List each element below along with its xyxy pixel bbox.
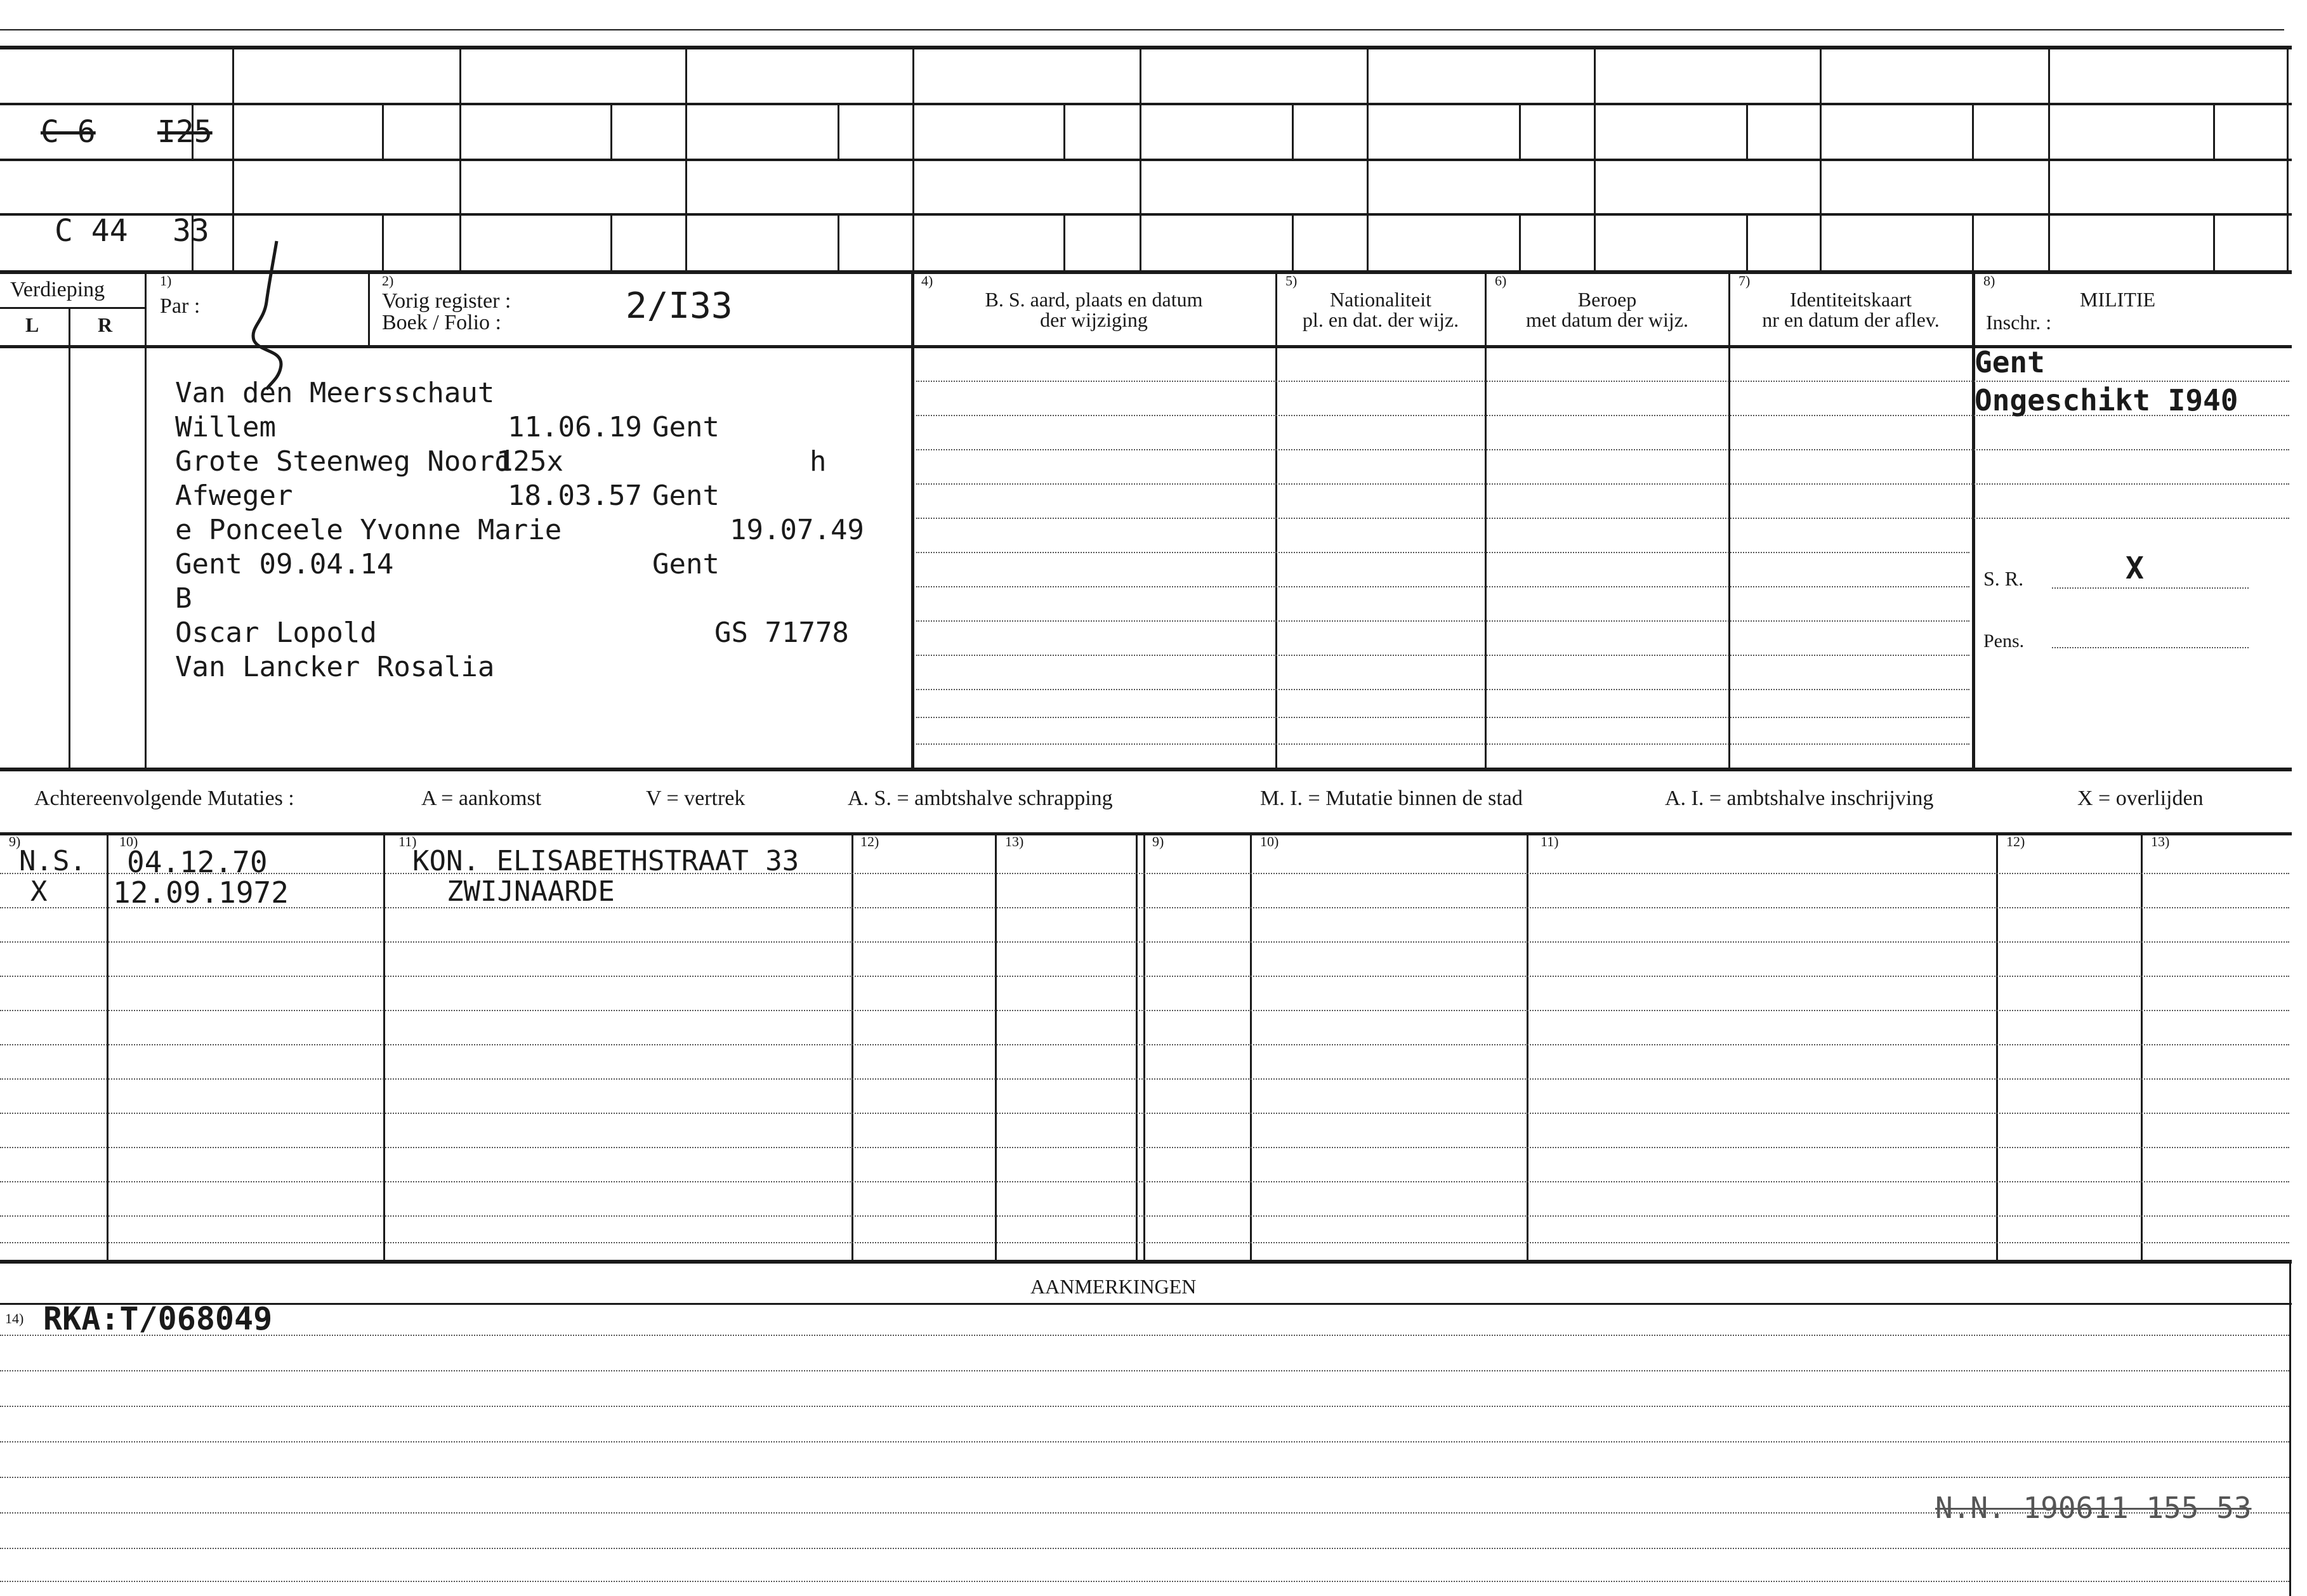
mutations-top-rule <box>0 832 2292 835</box>
birth-place: Gent <box>652 411 720 443</box>
first-name: Willem <box>175 411 276 443</box>
mutations-divider <box>107 832 108 1260</box>
legend-title: Achtereenvolgende Mutaties : <box>34 787 294 810</box>
entry-line <box>916 552 1969 553</box>
entry-line <box>916 689 1969 690</box>
grid-divider <box>459 46 461 270</box>
remarks-line <box>0 1581 2289 1582</box>
house-number: 125x <box>496 445 563 478</box>
mutation-row-line <box>0 873 2289 874</box>
mut-col-number: 12) <box>860 834 879 849</box>
mutation-address: KON. ELISABETHSTRAAT 33 <box>412 845 799 877</box>
entry-line <box>916 518 2289 519</box>
remarks-line <box>0 1441 2289 1442</box>
mutation-row-line <box>0 1010 2289 1011</box>
col5-header <box>1278 289 1483 330</box>
col5-number: 5) <box>1285 273 1298 289</box>
col4-header <box>914 289 1274 330</box>
person-divider <box>145 345 147 768</box>
entry-line <box>916 743 1969 745</box>
entry-line <box>916 483 2289 485</box>
card-right-edge <box>2289 1260 2291 1596</box>
grid-subdivider <box>610 103 612 159</box>
mut-col-number: 11) <box>1541 834 1559 849</box>
vorig-register-label: Vorig register : <box>382 289 511 313</box>
header-divider <box>911 270 914 768</box>
mutation-row-line <box>0 941 2289 943</box>
mutation-code: X <box>30 875 48 908</box>
mutation-date: 04.12.70 <box>127 845 268 879</box>
grid-subdivider <box>1972 103 1974 159</box>
pens-label: Pens. <box>1983 631 2025 651</box>
col4-number: 4) <box>921 273 933 289</box>
legend-overlijden: X = overlijden <box>2077 787 2204 810</box>
nationality-code: B <box>175 582 192 615</box>
grid-subdivider <box>1972 213 1974 270</box>
section-number: 33 <box>173 213 209 249</box>
mutation-row-line <box>0 1181 2289 1182</box>
entry-line <box>916 586 1969 587</box>
entry-line <box>916 381 2289 382</box>
col7-header-line2: nr en datum der aflev. <box>1762 308 1940 331</box>
mutations-divider <box>383 832 385 1260</box>
father-name: Oscar Lopold <box>175 617 377 649</box>
vorig-register-value: 2/I33 <box>626 285 733 327</box>
header-rule <box>0 345 2292 348</box>
mother-name: Van Lancker Rosalia <box>175 651 495 683</box>
mut-col-number: 10) <box>119 834 138 849</box>
sr-label: S. R. <box>1983 567 2024 590</box>
remarks-line <box>0 1370 2289 1371</box>
entry-line <box>916 717 1969 718</box>
remarks-number: 14) <box>5 1311 24 1326</box>
grid-subdivider <box>1746 103 1748 159</box>
mutations-divider <box>1527 832 1528 1260</box>
mutation-row-line <box>0 1078 2289 1080</box>
grid-subdivider <box>382 103 384 159</box>
mut-col-number: 10) <box>1260 834 1279 849</box>
gs-number: GS 71778 <box>714 617 849 649</box>
remarks-line <box>0 1335 2289 1336</box>
mut-col-number: 11) <box>398 834 417 849</box>
mut-col-number: 9) <box>1152 834 1164 849</box>
card-top-edge <box>0 29 2284 30</box>
mutations-bottom-rule <box>0 1260 2292 1264</box>
grid-rule <box>0 213 2292 216</box>
header-divider <box>368 270 370 345</box>
occupation-place: Gent <box>652 480 720 512</box>
col4-header-line2: der wijziging <box>1040 308 1148 331</box>
grid-subdivider <box>382 213 384 270</box>
grid-rule <box>0 103 2292 105</box>
grid-subdivider <box>1519 103 1521 159</box>
header-divider <box>145 270 147 345</box>
grid-subdivider <box>2213 213 2215 270</box>
old-section-code: C 6 <box>41 114 96 150</box>
grid-subdivider <box>610 213 612 270</box>
vorig-number: 2) <box>382 273 394 289</box>
legend-ambtshalve-inschrijving: A. I. = ambtshalve inschrijving <box>1665 787 1934 810</box>
mutation-address: ZWIJNAARDE <box>447 875 615 908</box>
mutation-row-line <box>0 1113 2289 1114</box>
legend-aankomst: A = aankomst <box>421 787 542 810</box>
grid-divider <box>232 46 234 270</box>
remarks-value: RKA:T/068049 <box>43 1300 273 1337</box>
grid-divider <box>1140 46 1141 270</box>
col6-header <box>1487 289 1727 330</box>
grid-rule <box>0 270 2292 274</box>
mutations-divider <box>1996 832 1998 1260</box>
grid-rule <box>0 159 2292 161</box>
occupation: Afweger <box>175 480 293 512</box>
col5-header-line2: pl. en dat. der wijz. <box>1302 308 1459 331</box>
top-rule <box>0 46 2292 49</box>
col6-header-line1: Beroep <box>1577 288 1637 311</box>
mut-col-number: 9) <box>9 834 21 849</box>
grid-subdivider <box>838 213 839 270</box>
grid-subdivider <box>1063 213 1065 270</box>
mutations-divider <box>2141 832 2143 1260</box>
occupation-date: 18.03.57 <box>508 480 642 512</box>
militie-status: Ongeschikt I940 <box>1975 383 2238 417</box>
grid-subdivider <box>838 103 839 159</box>
militie-inschr-label: Inschr. : <box>1986 311 2052 334</box>
legend-ambtshalve-schrapping: A. S. = ambtshalve schrapping <box>848 787 1113 810</box>
mut-col-number: 13) <box>2151 834 2170 849</box>
col7-number: 7) <box>1738 273 1751 289</box>
grid-divider <box>1820 46 1822 270</box>
section-code: C 44 <box>55 213 128 249</box>
grid-subdivider <box>2213 103 2215 159</box>
mutation-row-line <box>0 976 2289 977</box>
col7-header-line1: Identiteitskaart <box>1790 288 1912 311</box>
verdieping-divider <box>69 307 70 768</box>
sr-value: X <box>2126 551 2144 586</box>
verdieping-label: Verdieping <box>10 278 105 301</box>
mutation-row-line <box>0 907 2289 908</box>
grid-divider <box>1594 46 1596 270</box>
verdieping-rule <box>0 307 145 309</box>
mutations-divider <box>995 832 997 1260</box>
remarks-title: AANMERKINGEN <box>1030 1275 1197 1298</box>
col8-number: 8) <box>1983 273 1995 289</box>
person-block-bottom-rule <box>0 768 2292 771</box>
grid-divider <box>1367 46 1369 270</box>
grid-divider <box>2287 46 2289 270</box>
col4-header-line1: B. S. aard, plaats en datum <box>985 288 1203 311</box>
birth-date: 11.06.19 <box>508 411 642 443</box>
grid-subdivider <box>1519 213 1521 270</box>
grid-divider <box>912 46 914 270</box>
legend-mutatie-binnen-stad: M. I. = Mutatie binnen de stad <box>1260 787 1523 810</box>
entry-line <box>916 655 1969 656</box>
mutations-divider <box>1143 832 1145 1260</box>
surname: Van den Meersschaut <box>175 377 495 409</box>
remarks-top-rule <box>0 1303 2292 1305</box>
entry-line <box>916 620 1969 622</box>
grid-subdivider <box>1746 213 1748 270</box>
col5-header-line1: Nationaliteit <box>1330 288 1431 311</box>
marriage-place: Gent <box>652 548 720 580</box>
par-label: Par : <box>160 294 200 318</box>
mutations-divider <box>851 832 853 1260</box>
legend-vertrek: V = vertrek <box>646 787 746 810</box>
remarks-line <box>0 1406 2289 1407</box>
mutation-row-line <box>0 1242 2289 1243</box>
mut-col-number: 13) <box>1005 834 1024 849</box>
national-number: N.N. 190611 155 53 <box>1935 1491 2252 1525</box>
header-divider <box>1275 270 1277 768</box>
old-section-number: I25 <box>157 114 213 150</box>
grid-divider <box>685 46 687 270</box>
mutation-row-line <box>0 1147 2289 1148</box>
mutation-code: N.S. <box>19 845 86 877</box>
mutation-row-line <box>0 1044 2289 1045</box>
remarks-line <box>0 1477 2289 1478</box>
handwritten-signature-mark <box>241 239 311 391</box>
header-divider <box>1728 270 1730 768</box>
par-number: 1) <box>160 273 172 289</box>
mutation-date: 12.09.1972 <box>113 875 289 910</box>
verdieping-r-label: R <box>98 313 113 336</box>
pens-entry-line <box>2052 647 2249 648</box>
militie-title: MILITIE <box>2080 288 2156 311</box>
militie-place: Gent <box>1975 345 2045 379</box>
sr-entry-line <box>2052 587 2249 589</box>
entry-line <box>916 449 2289 450</box>
marriage-date: 19.07.49 <box>730 514 864 546</box>
spouse-name: e Ponceele Yvonne Marie <box>175 514 562 546</box>
mutations-divider <box>1250 832 1252 1260</box>
verdieping-l-label: L <box>25 313 39 336</box>
mutations-divider <box>1136 832 1138 1260</box>
grid-subdivider <box>1292 213 1294 270</box>
grid-subdivider <box>1292 103 1294 159</box>
grid-subdivider <box>1063 103 1065 159</box>
col6-number: 6) <box>1495 273 1507 289</box>
col6-header-line2: met datum der wijz. <box>1526 308 1688 331</box>
street: Grote Steenweg Noord <box>175 445 511 478</box>
col7-header <box>1731 289 1971 330</box>
mut-col-number: 12) <box>2006 834 2025 849</box>
spouse-birth: Gent 09.04.14 <box>175 548 394 580</box>
mutation-row-line <box>0 1215 2289 1217</box>
grid-divider <box>2048 46 2050 270</box>
boek-folio-label: Boek / Folio : <box>382 311 501 334</box>
remarks-line <box>0 1548 2289 1549</box>
header-divider <box>1485 270 1487 768</box>
h-mark: h <box>810 445 827 478</box>
